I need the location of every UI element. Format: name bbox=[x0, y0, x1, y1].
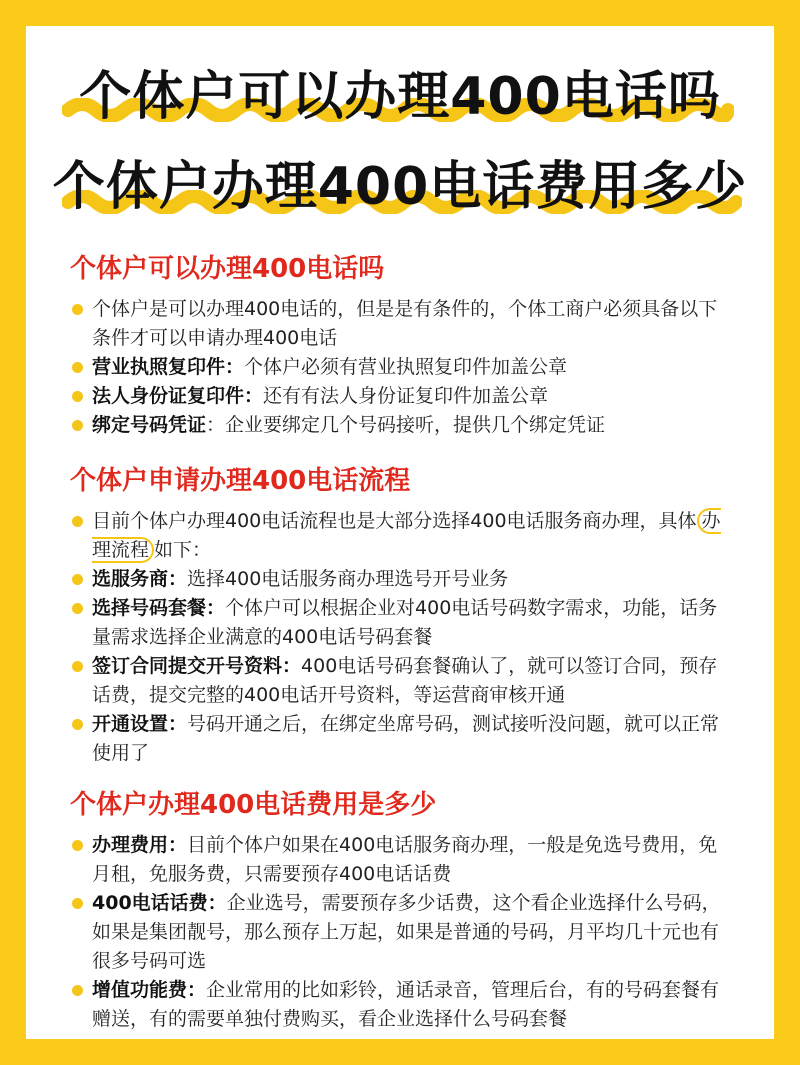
section-heading: 个体户申请办理400电话流程 bbox=[70, 466, 411, 496]
item-text: 号码开通之后，在绑定坐席号码，测试接听没问题，就可以正常使用了 bbox=[92, 713, 720, 764]
title-text-1: 个体户可以办理400电话吗 bbox=[79, 67, 721, 127]
bullet-dot-icon bbox=[72, 420, 83, 431]
bullet-dot-icon bbox=[72, 898, 83, 909]
bullet-list bbox=[26, 831, 774, 1034]
item-label: 增值功能费： bbox=[92, 979, 207, 1001]
bullet-list bbox=[26, 295, 774, 440]
list-item bbox=[26, 507, 774, 565]
title-text-2: 个体户办理400电话费用多少 bbox=[52, 157, 748, 217]
content-card bbox=[26, 26, 774, 1039]
item-label: 400电话话费： bbox=[92, 892, 227, 914]
bullet-dot-icon bbox=[72, 840, 83, 851]
list-item bbox=[26, 652, 774, 710]
page-title-line-2 bbox=[26, 144, 774, 219]
item-text: 企业常用的比如彩铃，通话录音，管理后台，有的号码套餐有赠送，有的需要单独付费购买，看企业选择什么号码套餐 bbox=[92, 979, 720, 1030]
bullet-dot-icon bbox=[72, 661, 83, 672]
list-item bbox=[26, 889, 774, 976]
circled-highlight: 办理流程 bbox=[92, 510, 721, 561]
item-label: 签订合同提交开号资料： bbox=[92, 655, 302, 677]
item-label: 开通设置： bbox=[92, 713, 188, 735]
list-item bbox=[26, 411, 774, 440]
list-item bbox=[26, 353, 774, 382]
item-label: 营业执照复印件： bbox=[92, 356, 245, 378]
item-label: 办理费用： bbox=[92, 834, 188, 856]
bullet-dot-icon bbox=[72, 574, 83, 585]
item-text: 选择400电话服务商办理选号开号业务 bbox=[187, 568, 509, 590]
item-text: 企业选号，需要预存多少话费，这个看企业选择什么号码，如果是集团靓号，那么预存上万起，如果是普通的号码，月平均几十元也有很多号码可选 bbox=[92, 892, 721, 972]
item-text: ：企业要绑定几个号码接听，提供几个绑定凭证 bbox=[206, 414, 606, 436]
item-text: 还有有法人身份证复印件加盖公章 bbox=[263, 385, 549, 407]
list-item bbox=[26, 565, 774, 594]
section-heading: 个体户可以办理400电话吗 bbox=[70, 254, 385, 284]
section-fees bbox=[26, 784, 774, 1034]
section-apply-process bbox=[26, 460, 774, 768]
item-text: 个体户是可以办理400电话的，但是是有条件的，个体工商户必须具备以下条件才可以申请办理400电话 bbox=[92, 298, 718, 349]
list-item bbox=[26, 976, 774, 1034]
bullet-dot-icon bbox=[72, 304, 83, 315]
list-item bbox=[26, 594, 774, 652]
item-text: 个体户必须有营业执照复印件加盖公章 bbox=[244, 356, 568, 378]
item-label: 选择号码套餐： bbox=[92, 597, 226, 619]
bullet-dot-icon bbox=[72, 985, 83, 996]
bullet-list bbox=[26, 507, 774, 768]
item-label: 法人身份证复印件： bbox=[92, 385, 264, 407]
section-can-apply bbox=[26, 248, 774, 440]
page-title-line-1 bbox=[26, 54, 774, 129]
bullet-dot-icon bbox=[72, 362, 83, 373]
list-item bbox=[26, 831, 774, 889]
item-text: 目前个体户办理400电话流程也是大部分选择400电话服务商办理，具体 bbox=[92, 510, 697, 532]
list-item bbox=[26, 295, 774, 353]
section-heading: 个体户办理400电话费用是多少 bbox=[70, 790, 437, 820]
item-text: 个体户可以根据企业对400电话号码数字需求，功能，话务量需求选择企业满意的400电话号码套餐 bbox=[92, 597, 718, 648]
item-text: 目前个体户如果在400电话服务商办理，一般是免选号费用，免月租，免服务费，只需要预存400电话话费 bbox=[92, 834, 718, 885]
item-label: 绑定号码凭证 bbox=[92, 414, 207, 436]
bullet-dot-icon bbox=[72, 391, 83, 402]
bullet-dot-icon bbox=[72, 516, 83, 527]
list-item bbox=[26, 710, 774, 768]
bullet-dot-icon bbox=[72, 603, 83, 614]
item-label: 选服务商： bbox=[92, 568, 188, 590]
item-text: 400电话号码套餐确认了，就可以签订合同，预存话费，提交完整的400电话开号资料，等运营商审核开通 bbox=[92, 655, 718, 706]
bullet-dot-icon bbox=[72, 719, 83, 730]
list-item bbox=[26, 382, 774, 411]
item-text: 如下： bbox=[154, 539, 212, 561]
